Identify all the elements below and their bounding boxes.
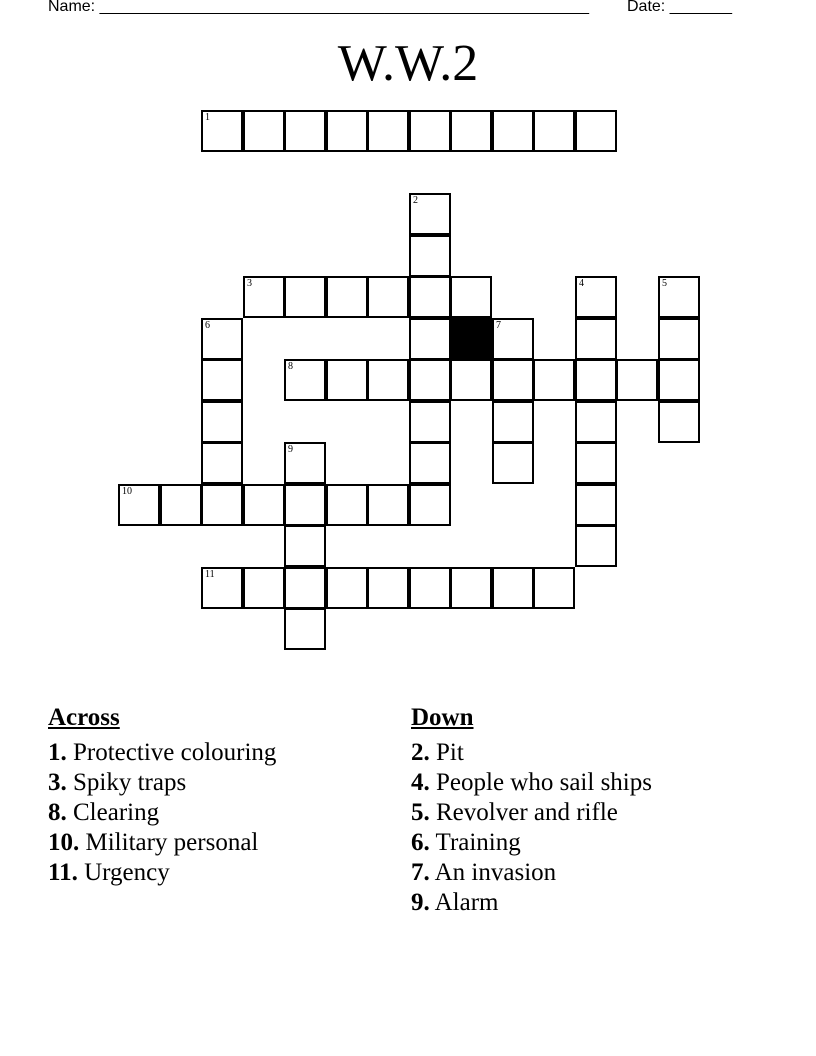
grid-cell[interactable] <box>492 110 534 152</box>
clue-text: Urgency <box>77 859 170 886</box>
grid-cell[interactable] <box>118 484 160 526</box>
grid-cell[interactable] <box>533 567 575 609</box>
grid-cell[interactable] <box>243 276 285 318</box>
grid-cell[interactable] <box>284 608 326 650</box>
grid-cell[interactable] <box>658 401 700 443</box>
grid-cell[interactable] <box>492 359 534 401</box>
clue-number-label: 1. <box>48 739 67 766</box>
across-clue <box>48 798 276 828</box>
grid-cell[interactable] <box>575 359 617 401</box>
grid-cell[interactable] <box>284 110 326 152</box>
across-clue <box>48 828 276 858</box>
grid-cell[interactable] <box>243 484 285 526</box>
grid-cell[interactable] <box>575 442 617 484</box>
grid-cell[interactable] <box>409 401 451 443</box>
puzzle-title: W.W.2 <box>337 35 479 92</box>
clue-number-label: 10. <box>48 829 80 856</box>
down-clue <box>411 798 652 828</box>
grid-cell[interactable] <box>575 110 617 152</box>
clue-number-label: 6. <box>411 829 430 856</box>
grid-cell[interactable] <box>533 110 575 152</box>
grid-cell[interactable] <box>409 193 451 235</box>
grid-cell[interactable] <box>450 110 492 152</box>
clue-number-label: 5. <box>411 799 430 826</box>
grid-cell[interactable] <box>367 484 409 526</box>
grid-block <box>450 318 492 360</box>
grid-cell[interactable] <box>492 567 534 609</box>
grid-cell[interactable] <box>409 359 451 401</box>
clue-number-label: 4. <box>411 769 430 796</box>
grid-cell[interactable] <box>284 359 326 401</box>
clue-number-label: 2. <box>411 739 430 766</box>
grid-cell[interactable] <box>575 484 617 526</box>
grid-cell[interactable] <box>284 567 326 609</box>
grid-cell[interactable] <box>492 442 534 484</box>
grid-cell[interactable] <box>326 567 368 609</box>
clue-number: 5 <box>662 278 667 289</box>
grid-cell[interactable] <box>243 110 285 152</box>
clue-text: Spiky traps <box>66 769 187 796</box>
grid-cell[interactable] <box>201 484 243 526</box>
grid-cell[interactable] <box>160 484 202 526</box>
grid-cell[interactable] <box>575 401 617 443</box>
down-heading: Down <box>411 704 474 731</box>
grid-cell[interactable] <box>201 359 243 401</box>
grid-cell[interactable] <box>658 318 700 360</box>
across-clue <box>48 738 276 768</box>
clue-text: Military personal <box>79 829 259 856</box>
grid-cell[interactable] <box>492 318 534 360</box>
down-clue <box>411 768 652 798</box>
grid-cell[interactable] <box>450 359 492 401</box>
clue-text: Training <box>429 829 521 856</box>
grid-cell[interactable] <box>201 567 243 609</box>
clue-number-label: 8. <box>48 799 67 826</box>
down-clue <box>411 738 652 768</box>
clue-text: Protective colouring <box>66 739 277 766</box>
grid-cell[interactable] <box>658 276 700 318</box>
clue-number: 10 <box>122 486 132 497</box>
clue-text: Alarm <box>429 889 499 916</box>
clue-number-label: 9. <box>411 889 430 916</box>
grid-cell[interactable] <box>575 276 617 318</box>
grid-cell[interactable] <box>409 235 451 277</box>
down-clue <box>411 828 652 858</box>
grid-cell[interactable] <box>201 110 243 152</box>
grid-cell[interactable] <box>326 359 368 401</box>
grid-cell[interactable] <box>326 484 368 526</box>
name-field-line[interactable]: Name: _______________________________________________________ <box>48 0 589 15</box>
grid-cell[interactable] <box>284 484 326 526</box>
across-clue <box>48 768 276 798</box>
clue-number: 7 <box>496 320 501 331</box>
grid-cell[interactable] <box>409 276 451 318</box>
clue-text: People who sail ships <box>429 769 652 796</box>
grid-cell[interactable] <box>409 442 451 484</box>
down-clue <box>411 858 652 888</box>
grid-cell[interactable] <box>201 442 243 484</box>
clue-number-label: 11. <box>48 859 78 886</box>
grid-cell[interactable] <box>616 359 658 401</box>
grid-cell[interactable] <box>450 567 492 609</box>
down-clues <box>411 702 652 918</box>
grid-cell[interactable] <box>326 110 368 152</box>
grid-cell[interactable] <box>409 567 451 609</box>
clue-number-label: 3. <box>48 769 67 796</box>
clue-text: Clearing <box>66 799 160 826</box>
clue-text: Revolver and rifle <box>429 799 618 826</box>
grid-cell[interactable] <box>201 318 243 360</box>
across-clues <box>48 702 276 888</box>
clue-number: 2 <box>413 195 418 206</box>
grid-cell[interactable] <box>450 276 492 318</box>
clue-number: 6 <box>205 320 210 331</box>
grid-cell[interactable] <box>367 110 409 152</box>
clue-text: Pit <box>429 739 464 766</box>
clue-number: 11 <box>205 569 215 580</box>
grid-cell[interactable] <box>409 484 451 526</box>
clue-text: An invasion <box>429 859 557 886</box>
across-clue <box>48 858 276 888</box>
grid-cell[interactable] <box>284 525 326 567</box>
grid-cell[interactable] <box>367 567 409 609</box>
clue-number: 9 <box>288 444 293 455</box>
grid-cell[interactable] <box>367 359 409 401</box>
clue-number: 8 <box>288 361 293 372</box>
grid-cell[interactable] <box>575 318 617 360</box>
grid-cell[interactable] <box>533 359 575 401</box>
grid-cell[interactable] <box>575 525 617 567</box>
date-field-line[interactable]: Date: _______ <box>627 0 732 15</box>
across-heading: Across <box>48 704 120 731</box>
clue-number-label: 7. <box>411 859 430 886</box>
clue-number: 3 <box>247 278 252 289</box>
clue-number: 1 <box>205 112 210 123</box>
grid-cell[interactable] <box>201 401 243 443</box>
grid-cell[interactable] <box>409 318 451 360</box>
grid-cell[interactable] <box>284 276 326 318</box>
grid-cell[interactable] <box>326 276 368 318</box>
clue-number: 4 <box>579 278 584 289</box>
grid-cell[interactable] <box>243 567 285 609</box>
grid-cell[interactable] <box>658 359 700 401</box>
grid-cell[interactable] <box>492 401 534 443</box>
grid-cell[interactable] <box>367 276 409 318</box>
grid-cell[interactable] <box>284 442 326 484</box>
grid-cell[interactable] <box>409 110 451 152</box>
down-clue <box>411 888 652 918</box>
